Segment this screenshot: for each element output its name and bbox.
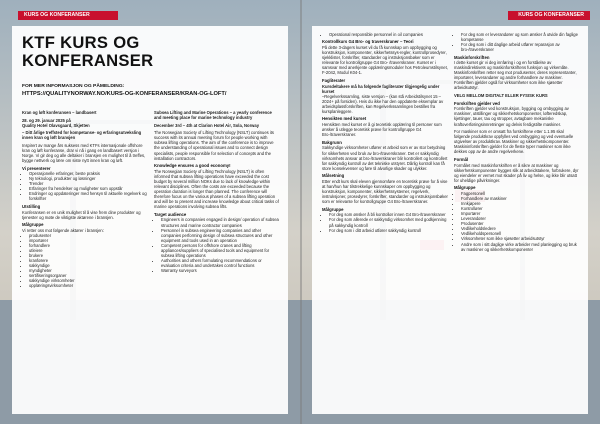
- list-item: • For deg som allerede er sakkyndig virksomhet med godkjenning på sakkyndig kontroll: [329, 217, 448, 227]
- exhibition-body: Konferansen er en unik mulighet til å vise frem dine produkter og tjenester og møte de viktigste aktørene i bransjen.: [22, 209, 141, 220]
- event2-title: Subsea Lifting and Marine Operations – a yearly conference and meeting place for marine technology industry: [154, 110, 272, 121]
- list-item: • For deg som er leverandører og som ønsker å utvide din faglige kompetanse: [461, 32, 580, 42]
- list-item: • Importører: [461, 211, 580, 216]
- list-item: • Engineers in companies engaged in design/ operation of subsea structures and marine contractor companies: [161, 217, 280, 227]
- list-item: • opplæringsvirksomheter: [29, 283, 150, 288]
- target-heading: Målgruppe: [322, 206, 344, 212]
- aim-body: Etter endt kurs skal eleven gjennomføre en teoretisk prøve for å vise at han/hun har tilstrekkelige kunnskaper om oppbygging og konstruksjon, komponenter, sikkerhetssystemer, regelverk, instruksjoner, prosedyrer, forskrifter, standarder og instruksjonsbøker som er relevante for kontrollgruppe G4 Bro-/traverskraner.: [322, 178, 448, 205]
- course1-body: På dette 3-dagers kurset vil du få kunnskap om oppbygging og konstruksjon, komponenter, sikkerhetssys-regler, kontrollprosedyrer, sjekklister, forskrifter, standarder og instruksjonsbøker som er relevante for kontrollgruppe G4 Bro- /traverskraner. Kurset er i samsvar med anerkjente opplæringsmoduler hos Petroleumstilsynet, F-2042, Modul K04-1.: [322, 45, 448, 76]
- background-heading: Bakgrunn: [322, 139, 342, 145]
- right-content-panel: [312, 26, 588, 414]
- exhibition-heading: Utstilling: [22, 203, 41, 209]
- list-item: • For deg som i ditt arbeid utfører sakkyndig kontroll: [329, 228, 448, 233]
- knowledge-body: The Norwegian Society of Lifting Technology (NSLT) is often informed that subsea lifting operations have exceeded the cost budget by several million NOKs due to lack of knowledge within relevant disciplines. Often the costs are exceeded because the operation duration is longer than planned. The conference will therefore focus on the various phases of a subsea lifting operation and will be to present and increase knowledge about critical tasks of marine operations involving subsea lifts.: [154, 168, 279, 210]
- list-item: • For deg som ønsker å bli kontrollør innen G4 Bro-/traverskraner: [329, 212, 448, 217]
- event2-body: The Norwegian Society of Lifting Technology (NSLT) continues its success with its annual meeting forum for people working with subsea lifting operations. The aim of the conference is to improve the understanding of operational issues and to connect design specialists, people responsible for selection of concepts and the installation contractors.: [154, 130, 274, 161]
- list-item: • Endringer og oppdateringer med hensyn til aktuelle regelverk og forskrifter: [29, 191, 150, 201]
- left-column-2: [154, 110, 280, 275]
- list-item: • Produsenter: [461, 221, 580, 226]
- course2-heading: Maskinforskriften: [454, 54, 490, 60]
- list-item: • Warranty surveyors: [161, 268, 280, 273]
- right-column-1: [322, 32, 448, 235]
- intro-list: [322, 32, 448, 37]
- target-list: [22, 233, 150, 289]
- event1-lead: – Ditt årlige treffsted for kompetanse- og erfaringsutveksling innen kran og løft bransjen: [22, 130, 142, 141]
- audience-list: [154, 217, 280, 273]
- purpose-body: Formålet med maskinforskriften er å sikre at maskiner og sikkerhetskomponenter bygges slik at arbeidstakere, forbrukere, dyr og eiendeler er vernet mot skader på liv og helse, og ikke blir utsatt for uheldige påvirkninger.: [454, 162, 579, 183]
- presenters-list: [22, 171, 150, 201]
- list-item: • brukere: [29, 253, 150, 258]
- event2-date: December 3rd – 4th at Clarion Hotel Air, Sola, Norway: [154, 122, 260, 128]
- left-column-1: [22, 110, 150, 291]
- list-item: • forhandlere: [29, 243, 150, 248]
- intro-list: [454, 32, 580, 52]
- event1-title: Kran og løft konferansen – landbasert: [22, 110, 97, 115]
- scope-body-2: For maskiner som er omsatt fra forskriftene etter 1.1.95 skal følgende produktkrav oppfylles ved ombygging og ved eventuelle utgivelser av produktkrav. Maskiner og sikkerhetskomponenter. Maskininforskriften gjelder for de fleste typer maskiner som ikke dekkes opp av de andre regelverkene.: [454, 129, 574, 155]
- aim-heading: Målsetning: [322, 173, 345, 179]
- requirements-subheading: Kursdeltakere må ha følgende fagliterater tilgjengelig under kurset: [322, 83, 440, 94]
- list-item: • Operational responsible personnel in oil companies: [329, 32, 448, 37]
- course-format-tag: VELG MELLOM DIGITALT ELLER FYSISK KURS: [454, 93, 548, 99]
- scope-heading: Forskriften gjelder ved: [454, 100, 500, 106]
- list-item: • Virksomheter som ikke sjøsetter arbeidsutstyr: [461, 236, 580, 241]
- goal-body: Hensikten med kurset er å gi teoretisk opplæring til personer som ønsker å utlegge teoretisk prøve for kontrollgruppe G4 Bro-/traverskraner.: [322, 122, 442, 138]
- right-column-2: [454, 32, 580, 254]
- list-item: • Vedlikeholdsledere: [461, 226, 580, 231]
- requirements-heading: Fagliterater: [322, 77, 346, 83]
- target-list: [454, 191, 580, 252]
- list-item: • Forhandlere av maskiner: [461, 196, 580, 201]
- page-title: KTF KURS OG KONFERANSER: [22, 33, 154, 70]
- list-item: • Andre som i sitt daglige virke arbeider med planlegging og bruk av maskiner og sikkerhetskomponenter: [461, 242, 580, 252]
- list-item: • utleiere: [29, 248, 150, 253]
- list-item: • Competent persons for offshore cranes and lifting appliances/suppliers of specialised tools and equipment for subsea lifting operations: [161, 243, 280, 258]
- scope-body: Forskriften gjelder ved konstruksjon, bygging og ombygging av maskiner, utstillinger og sikkerhetskomponenter, løfteredskap, kjettinger, tauer, tau og stropper, avtagbare mekaniske kraftoverføringsinnretninger og delvis ferdigstilte maskiner.: [454, 106, 569, 127]
- list-item: • Ny teknologi, produkter og løsninger: [29, 176, 150, 181]
- course1-heading: Kontrollkurs G4 Bro- og traverskraner – Teori: [322, 39, 414, 45]
- list-item: • Leverandører: [461, 216, 580, 221]
- list-item: • produsenter: [29, 233, 150, 238]
- target-heading: Målgruppe: [454, 185, 476, 191]
- list-item: • Innkjøpere: [461, 201, 580, 206]
- list-item: • Operasjonelle erfaringer, beste praksis: [29, 171, 150, 176]
- list-item: • sakkyndige virksomheter: [29, 278, 150, 283]
- course2-body: I dette kurset gir vi deg innføring i og en forståelse av maskindirektivets og maskinforskriftens funksjon og virkemåte. Maskinforskriften retter seg mot produsenter, deres representanter, importører, leverandører og andre forhandlere av maskiner. Forskriften gjelder også for virksomheter som ikke sjøsetter arbeidsutstyr.: [454, 60, 577, 91]
- target-intro: Vi retter oss mot følgende aktører i bransjen:: [22, 227, 104, 233]
- registration-link[interactable]: HTTPS://QUALITYNORWAY.NO/KURS-OG-KONFERANSER/KRAN-OG-LOFT/: [22, 91, 227, 98]
- list-item: • Vedlikeholdspersonell: [461, 231, 580, 236]
- list-item: • Personnel in subsea engineering companies and other companies performing design of subsea structures and other equipment and tools used in an operation: [161, 228, 280, 243]
- list-item: • Erfaringer fra hendelser og muligheter som oppstår: [29, 186, 150, 191]
- event1-date: 28. og 29. januar 2025 på Quality Hotel Olavsgaard, Skjetten: [22, 117, 90, 128]
- section-header-left: KURS OG KONFERANSER: [18, 11, 118, 20]
- list-item: • kranførere: [29, 258, 150, 263]
- goal-heading: Hensikten med kurset: [322, 116, 367, 122]
- section-header-right: KURS OG KONFERANSER: [508, 11, 590, 20]
- list-item: • Trender: [29, 181, 150, 186]
- left-content-panel: [12, 26, 288, 414]
- presenters-heading: Vi presenterer: [22, 165, 51, 171]
- list-item: • Kontrollører: [461, 206, 580, 211]
- info-line: FOR MER INFORMASJON OG PÅMELDING:: [22, 84, 125, 89]
- list-item: • Authorities and others formulating recommendations or evaluation criteria and undertakes control functions: [161, 258, 280, 268]
- list-item: • For deg som i ditt daglige arbeid utfører reparasjon av bro-/traverskraner: [461, 42, 580, 52]
- target-heading: Målgruppe: [22, 222, 44, 228]
- info-block: [22, 84, 282, 98]
- list-item: • myndigheter: [29, 268, 150, 273]
- audience-heading: Target audience: [154, 211, 187, 217]
- right-page: [300, 0, 600, 424]
- knowledge-heading: Knowledge ensures a good economy!: [154, 163, 231, 169]
- list-item: • Fagpersonell: [461, 191, 580, 196]
- list-item: • sertifiseringsorganer: [29, 273, 150, 278]
- background-body: Sakkyndige virksomheter utfører et arbeid som er av stor betydning for sikkerheten ved bruk av bro-/traverskraner. Det er sakkyndig virksomhets ansvar at bro-/traverskraner blir kontrollert og kontrollert før sakkyndig kontroll av det tekniske utstyret. Dårlig kontroll kan få store konsekvenser og føre til alvorlige skader og ulykker.: [322, 145, 448, 171]
- list-item: • importører: [29, 238, 150, 243]
- list-item: • sakkyndige: [29, 263, 150, 268]
- target-list: [322, 212, 448, 232]
- requirements-body: –Regelverkssamling, siste versjon – (kan stå Arbeidstilsynet 15 – 2024+ på forsiden). Hvis du ikke har den oppdaterte eksemplar av arbeidsplassforskriften, kan Regelverkssamlingen bestilles fra kursplanleggere.: [322, 93, 444, 114]
- event1-body: Inspirert av mange års suksess med KTFs internasjonale offshore kran og løft konferanse, drar vi nå i gang en landbasert versjon i Norge. Vi gir deg og alle deltaker i bransjen en mulighet til å treffes, bygge nettverk og lære om siste nytt innen kran og løft.: [22, 142, 146, 163]
- purpose-heading: Formål: [454, 156, 469, 162]
